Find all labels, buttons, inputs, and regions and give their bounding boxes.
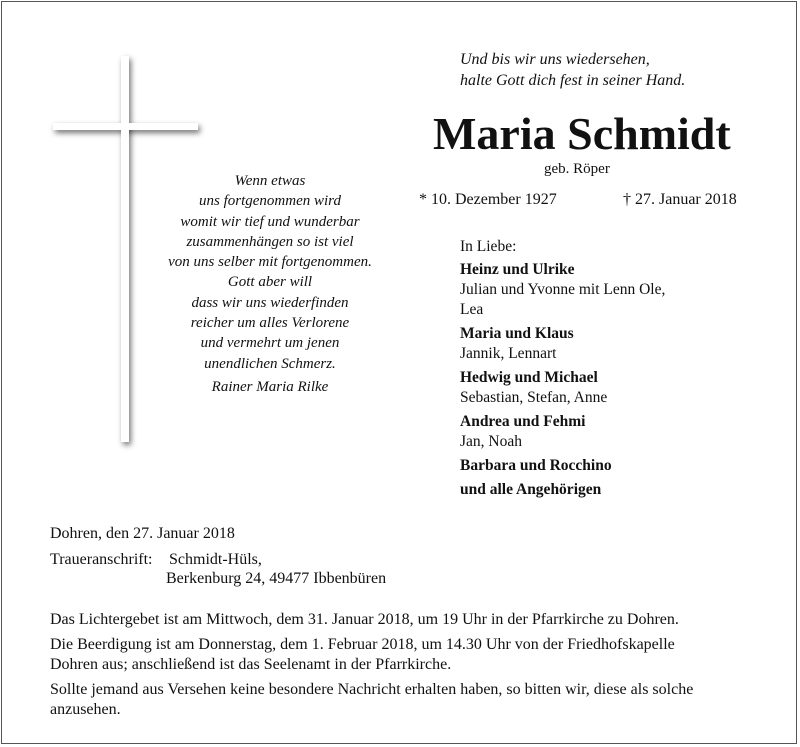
poem-line: Gott aber will [227, 274, 313, 291]
funeral-notice: Die Beerdigung ist am Donnerstag, dem 1. Februar 2018, um 14.30 Uhr von der Friedhofskapelle Dohren aus; anschließend ist das Seelenamt in der Pfarrkirche. [50, 636, 675, 673]
cross-icon [121, 56, 129, 442]
notices [50, 610, 770, 725]
mourner-group [460, 260, 750, 320]
notification-note: Sollte jemand aus Versehen keine besondere Nachricht erhalten haben, so bitten wir, diese als solche anzusehen. [50, 681, 694, 718]
motto-line: Und bis wir uns wiedersehen, [460, 51, 650, 68]
prayer-notice: Das Lichtergebet ist am Mittwoch, dem 31. Januar 2018, um 19 Uhr in der Pfarrkirche zu Dohren. [50, 611, 679, 628]
poem-line: reicher um alles Verlorene [190, 315, 350, 332]
mourner-group [460, 324, 750, 364]
mourner-children: Jannik, Lennart [460, 345, 557, 362]
poem-author: Rainer Maria Rilke [211, 378, 329, 395]
poem-line: dass wir uns wiederfinden [191, 294, 349, 311]
address-label: Traueranschrift: [50, 551, 153, 568]
place-date: Dohren, den 27. Januar 2018 [50, 525, 235, 542]
mourner-group [460, 368, 750, 408]
poem [150, 171, 390, 397]
poem-line: und vermehrt um jenen [200, 335, 340, 352]
mourners-relatives: und alle Angehörigen [460, 481, 602, 498]
mourner-couple: Barbara und Rocchino [460, 457, 612, 474]
mourners-list [460, 237, 750, 500]
death-date: † 27. Januar 2018 [623, 191, 737, 208]
poem-line: Wenn etwas [234, 173, 306, 189]
born-name: geb. Röper [544, 161, 610, 177]
mourner-children: Jan, Noah [460, 433, 522, 450]
mourner-children: Julian und Yvonne mit Lenn Ole, [460, 281, 666, 298]
address-line: Berkenburg 24, 49477 Ibbenbüren [166, 570, 387, 587]
mourner-couple: Andrea und Fehmi [460, 413, 586, 430]
poem-line: zusammenhängen so ist viel [186, 233, 354, 250]
deceased-name: Maria Schmidt [433, 108, 731, 159]
mourner-group [460, 412, 750, 452]
poem-line: unendlichen Schmerz. [204, 355, 336, 372]
poem-line: von uns selber mit fortgenommen. [168, 254, 372, 271]
motto [460, 49, 685, 91]
birth-date: * 10. Dezember 1927 [419, 191, 557, 208]
mourner-couple: Heinz und Ulrike [460, 261, 575, 278]
mourner-children: Sebastian, Stefan, Anne [460, 389, 608, 406]
mourner-couple: Maria und Klaus [460, 325, 574, 342]
motto-line: halte Gott dich fest in seiner Hand. [460, 72, 686, 89]
poem-line: uns fortgenommen wird [199, 193, 341, 210]
mourners-intro: In Liebe: [460, 238, 517, 255]
mourner-couple: Hedwig und Michael [460, 369, 598, 386]
poem-line: womit wir tief und wunderbar [180, 213, 360, 230]
mourner-children: Lea [460, 301, 484, 318]
address-line: Schmidt-Hüls, [169, 551, 262, 568]
